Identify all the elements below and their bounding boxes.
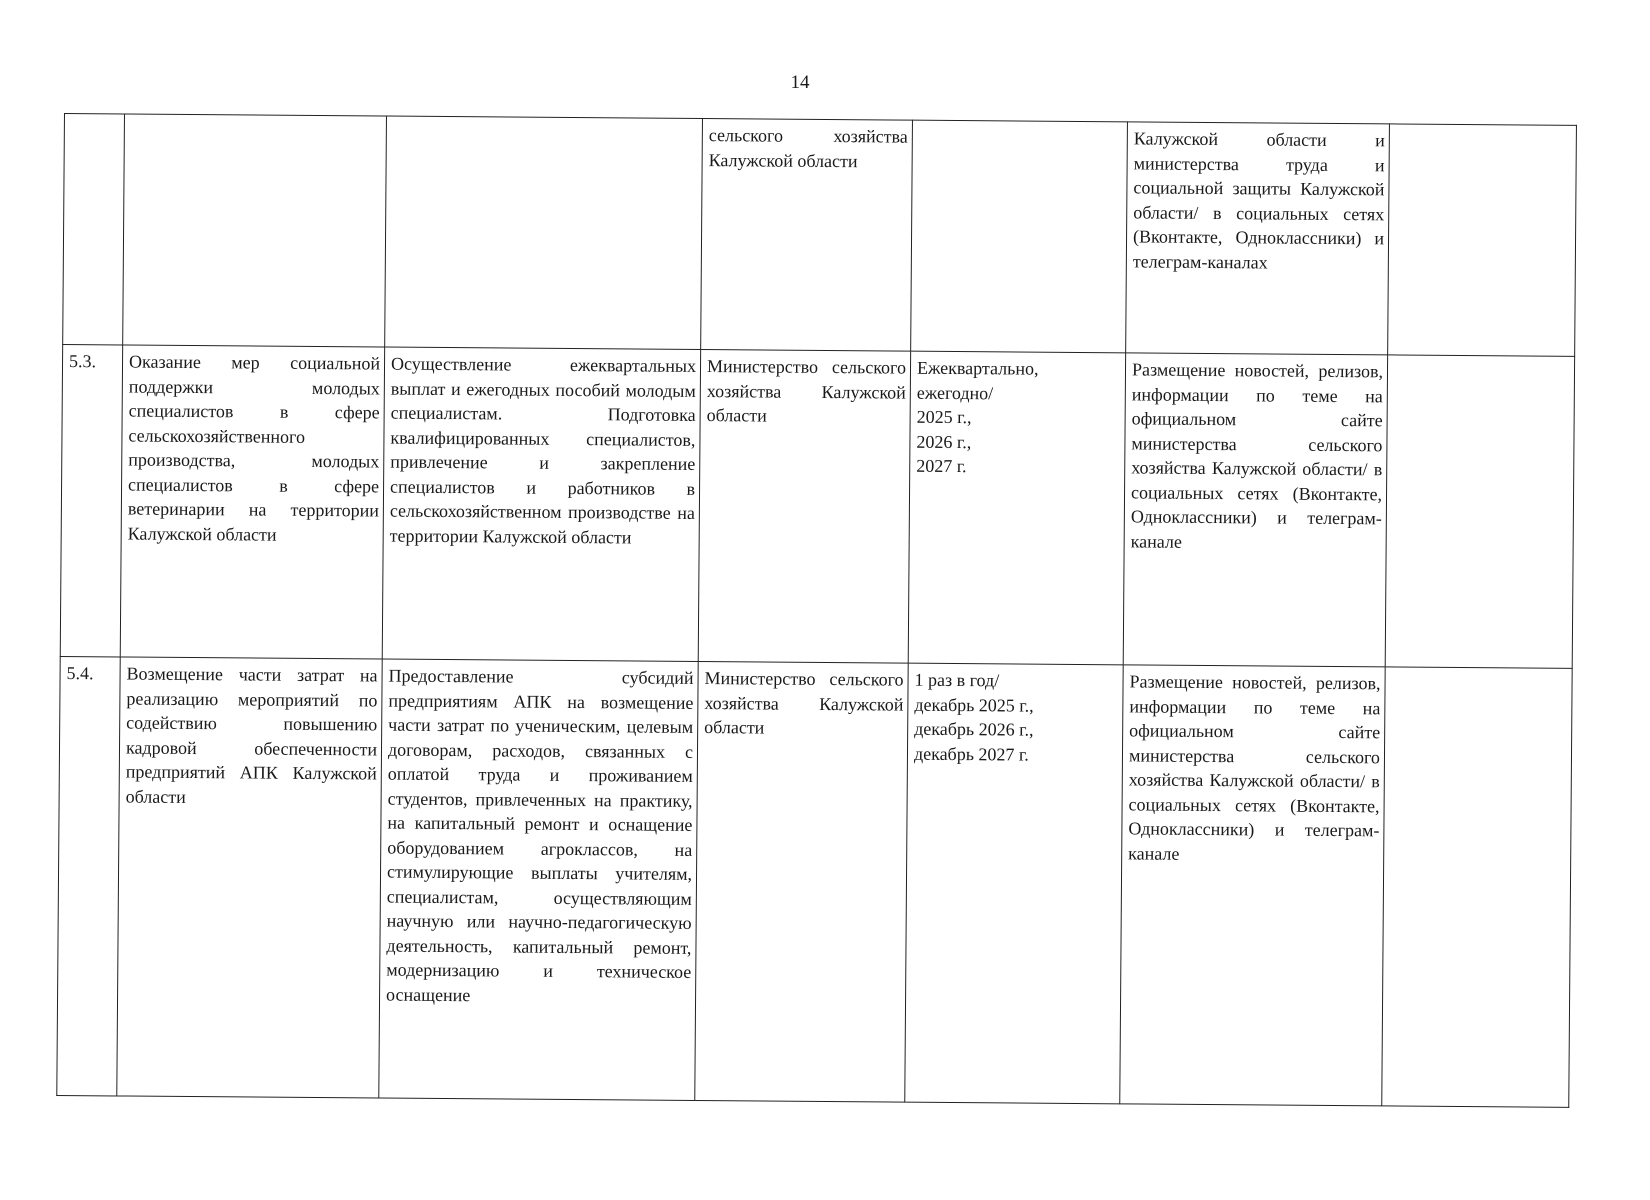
deadline-cell [905, 663, 1123, 1104]
row-number-cell: 5.4. [57, 656, 120, 1095]
info-channel-cell: Калужской области и министерства труда и социальной защиты Калужской области/ в социальных сетях (Вконтакте, Одноклассники) и телеграм-каналах [1126, 122, 1390, 355]
note-cell [1385, 355, 1574, 668]
measure-content-cell [385, 116, 703, 349]
measure-name-cell: Возмещение части затрат на реализацию мероприятий по содействию повышению кадровой обеспеченности предприятий АПК Калужской области [117, 657, 382, 1098]
deadline-line: 2027 г. [916, 455, 967, 477]
measure-name-cell: Оказание мер социальной поддержки молодых специалистов в сфере сельскохозяйственного производства, молодых специалистов в сфере ветеринарии на территории Калужской области [120, 345, 384, 659]
deadline-line: 2025 г., [916, 406, 972, 428]
deadline-cell [908, 351, 1125, 665]
deadline-line: декабрь 2027 г. [913, 743, 1029, 765]
measures-table [56, 113, 1577, 1108]
measure-content-cell: Предоставление субсидий предприятиям АПК на возмещение части затрат по ученическим, целевым договорам, расходов, связанных с оплатой труда и проживанием студентов, привлеченных на практику, на капитальный ремонт и оснащение оборудованием агроклассов, на стимулирующие выплаты учителям, специалистам, осуществляющим научную или научно-педагогическую деятельность, капитальный ремонт, модернизацию и техническое оснащение [379, 659, 698, 1100]
table-row [63, 114, 1577, 357]
table-row [57, 656, 1572, 1107]
deadline-line: ежегодно/ [916, 382, 994, 403]
measure-name-cell [123, 114, 387, 347]
info-channel-cell: Размещение новостей, релизов, информации по теме на официальном сайте министерства сельского хозяйства Калужской области/ в социальных сетях (Вконтакте, Одноклассники) и телеграм-канале [1123, 353, 1387, 667]
deadline-line: декабрь 2025 г., [914, 694, 1034, 716]
executor-cell: Министерство сельского хозяйства Калужской области [695, 661, 908, 1102]
table-row [60, 344, 1574, 668]
executor-cell: сельского хозяйства Калужской области [701, 119, 913, 352]
deadline-line: Ежеквартально, [916, 357, 1039, 379]
row-number-cell: 5.3. [60, 344, 122, 656]
row-number-cell [63, 114, 125, 345]
deadline-cell [911, 120, 1128, 353]
note-cell [1388, 124, 1577, 356]
deadline-line: 2026 г., [916, 431, 972, 452]
info-channel-cell: Размещение новостей, релизов, информации по теме на официальном сайте министерства сельского хозяйства Калужской области/ в социальных сетях (Вконтакте, Одноклассники) и телеграм-канале [1120, 665, 1385, 1106]
page-number: 14 [790, 72, 810, 93]
deadline-line: 1 раз в год/ [914, 669, 1000, 691]
deadline-line: декабрь 2026 г., [914, 718, 1034, 740]
note-cell [1382, 667, 1572, 1107]
executor-cell: Министерство сельского хозяйства Калужской области [698, 350, 910, 664]
measure-content-cell: Осуществление ежеквартальных выплат и ежегодных пособий молодым специалистам. Подготовка квалифицированных специалистов, привлечение и закрепление специалистов и работников в сельскохозяйственном производстве на территории Калужской области [382, 347, 700, 661]
